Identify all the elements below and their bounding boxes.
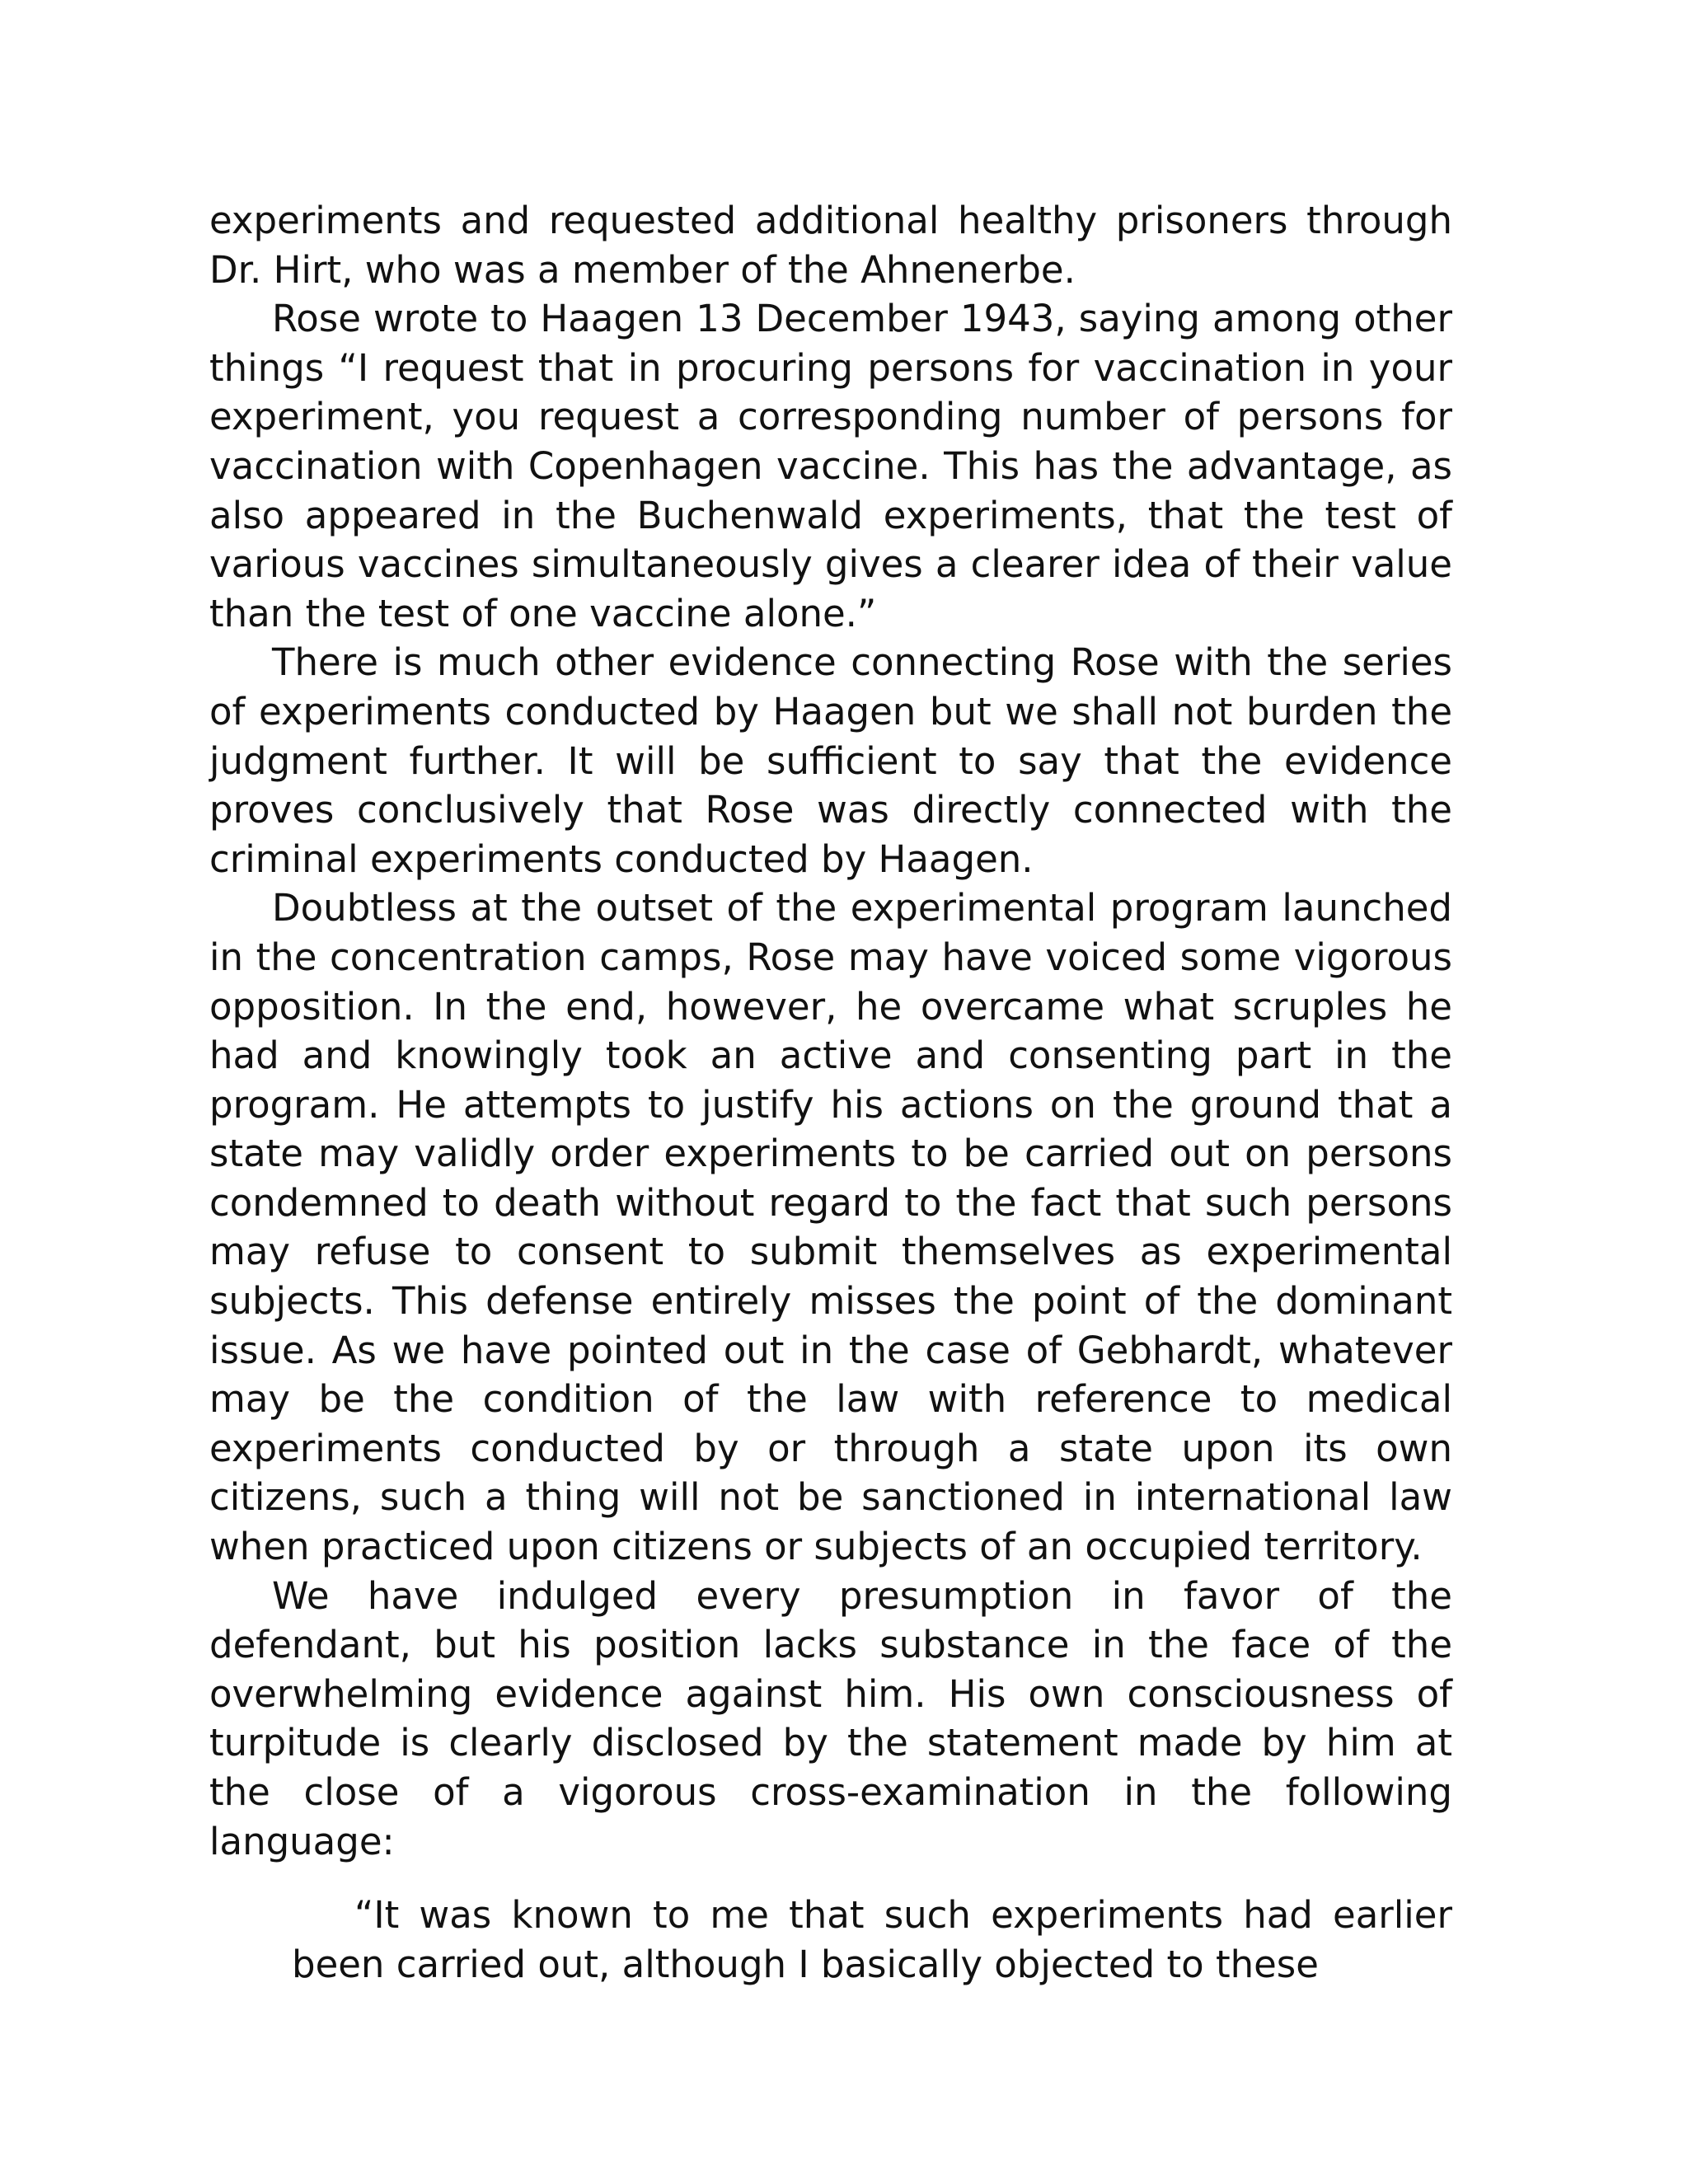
paragraph-presumption: We have indulged every presumption in favor of the defendant, but his position lacks substance in the face of the overwhelming evidence against him. His own consciousness of turpitude is clearly disclosed by the statement made by him at the close of a vigorous cross-examination in the following language: [209,1573,1452,1863]
paragraph-continuation: experiments and requested additional healthy prisoners through Dr. Hirt, who was a member of the Ahnenerbe. [209,199,1452,292]
text-column [209,196,1452,1990]
paragraph-rose-letter: Rose wrote to Haagen 13 December 1943, saying among other things “I request that in procuring persons for vaccination in your experiment, you request a corresponding number of persons for vaccination with Copenhagen vaccine. This has the advantage, as also appeared in the Buchenwald experiments, that the test of various vaccines simultaneously gives a clearer idea of their value than the test of one vaccine alone.” [209,297,1452,635]
paragraph-other-evidence: There is much other evidence connecting Rose with the series of experiments conducted by Haagen but we shall not burden the judgment further. It will be sufficient to say that the evidence proves conclusively that Rose was directly connected with the criminal experiments conducted by Haagen. [209,640,1452,881]
paragraph-rose-justification: Doubtless at the outset of the experimental program launched in the concentration camps, Rose may have voiced some vigorous opposition. In the end, however, he overcame what scruples he had and knowingly took an active and consenting part in the program. He attempts to justify his actions on the ground that a state may validly order experiments to be carried out on persons condemned to death without regard to the fact that such persons may refuse to consent to submit themselves as experimental subjects. This defense entirely misses the point of the dominant issue. As we have pointed out in the case of Gebhardt, whatever may be the condition of the law with reference to medical experiments conducted by or through a state upon its own citizens, such a thing will not be sanctioned in international law when practiced upon citizens or subjects of an occupied territory. [209,886,1452,1569]
block-quote: “It was known to me that such experiments had earlier been carried out, although I basically objected to these [292,1893,1452,1987]
